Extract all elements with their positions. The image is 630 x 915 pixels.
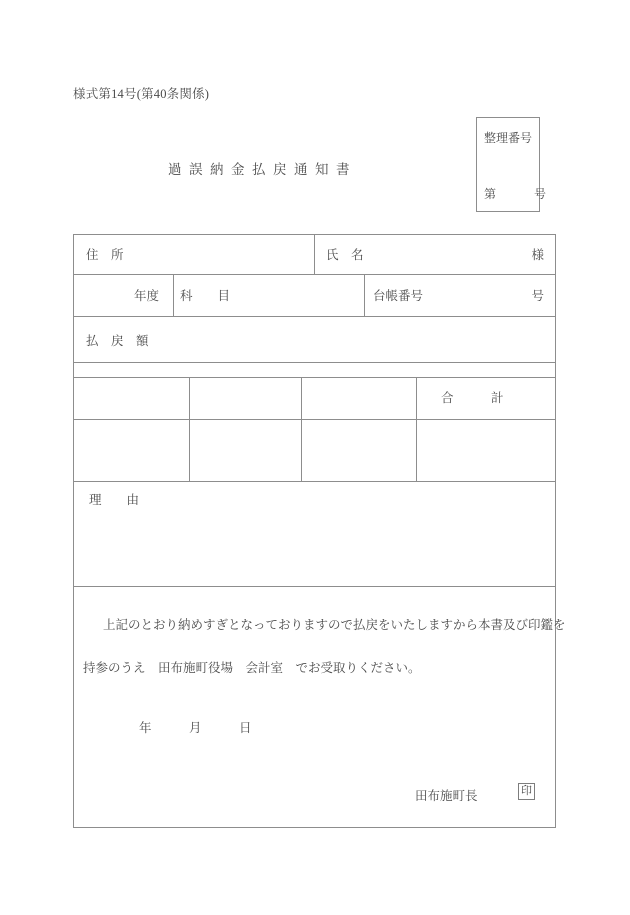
issuer-name: 田布施町長 [415, 789, 478, 803]
table-hline-4 [74, 377, 555, 378]
ledger-number-unit: 号 [531, 289, 544, 303]
document-title: 過誤納金払戻通知書 [168, 162, 357, 177]
table-vline-fiscalyear [173, 274, 174, 316]
table-hline-2 [74, 316, 555, 317]
amount-col1-cell[interactable] [74, 420, 189, 481]
account-item-label: 科 目 [180, 289, 231, 303]
form-table [73, 234, 566, 828]
reason-input-area[interactable] [74, 510, 555, 586]
refund-amount-label: 払 戻 額 [86, 334, 149, 348]
amount-total-header: 合 計 [441, 391, 504, 405]
table-vline-ledger [364, 274, 365, 316]
notice-line-1: 上記のとおり納めすぎとなっておりますので払戻をいたしますから本書及び印鑑を [103, 618, 566, 632]
table-hline-1 [74, 274, 555, 275]
name-label: 氏 名 [326, 248, 364, 262]
fiscal-year-label: 年度 [134, 289, 160, 303]
seal-stamp-box[interactable]: 印 [518, 783, 535, 800]
address-label: 住 所 [86, 248, 124, 262]
amount-col2-cell[interactable] [189, 420, 301, 481]
table-hline-3 [74, 362, 555, 363]
amount-col3-cell[interactable] [301, 420, 416, 481]
form-number-label: 様式第14号(第40条関係) [73, 87, 210, 101]
reason-label: 理 由 [89, 493, 140, 507]
table-vline-name-split [314, 235, 315, 274]
reference-number-box [476, 117, 547, 212]
issue-date-field[interactable]: 年 月 日 [139, 721, 252, 735]
reference-number-value-field[interactable]: 第 号 [484, 187, 547, 201]
amount-total-cell[interactable] [416, 420, 555, 481]
ledger-number-label: 台帳番号 [373, 289, 424, 303]
table-hline-6 [74, 481, 555, 482]
reference-number-label: 整理番号 [484, 131, 533, 145]
table-hline-7 [74, 586, 555, 587]
name-honorific: 様 [531, 248, 544, 262]
notice-line-2: 持参のうえ 田布施町役場 会計室 でお受取りください。 [83, 661, 421, 675]
